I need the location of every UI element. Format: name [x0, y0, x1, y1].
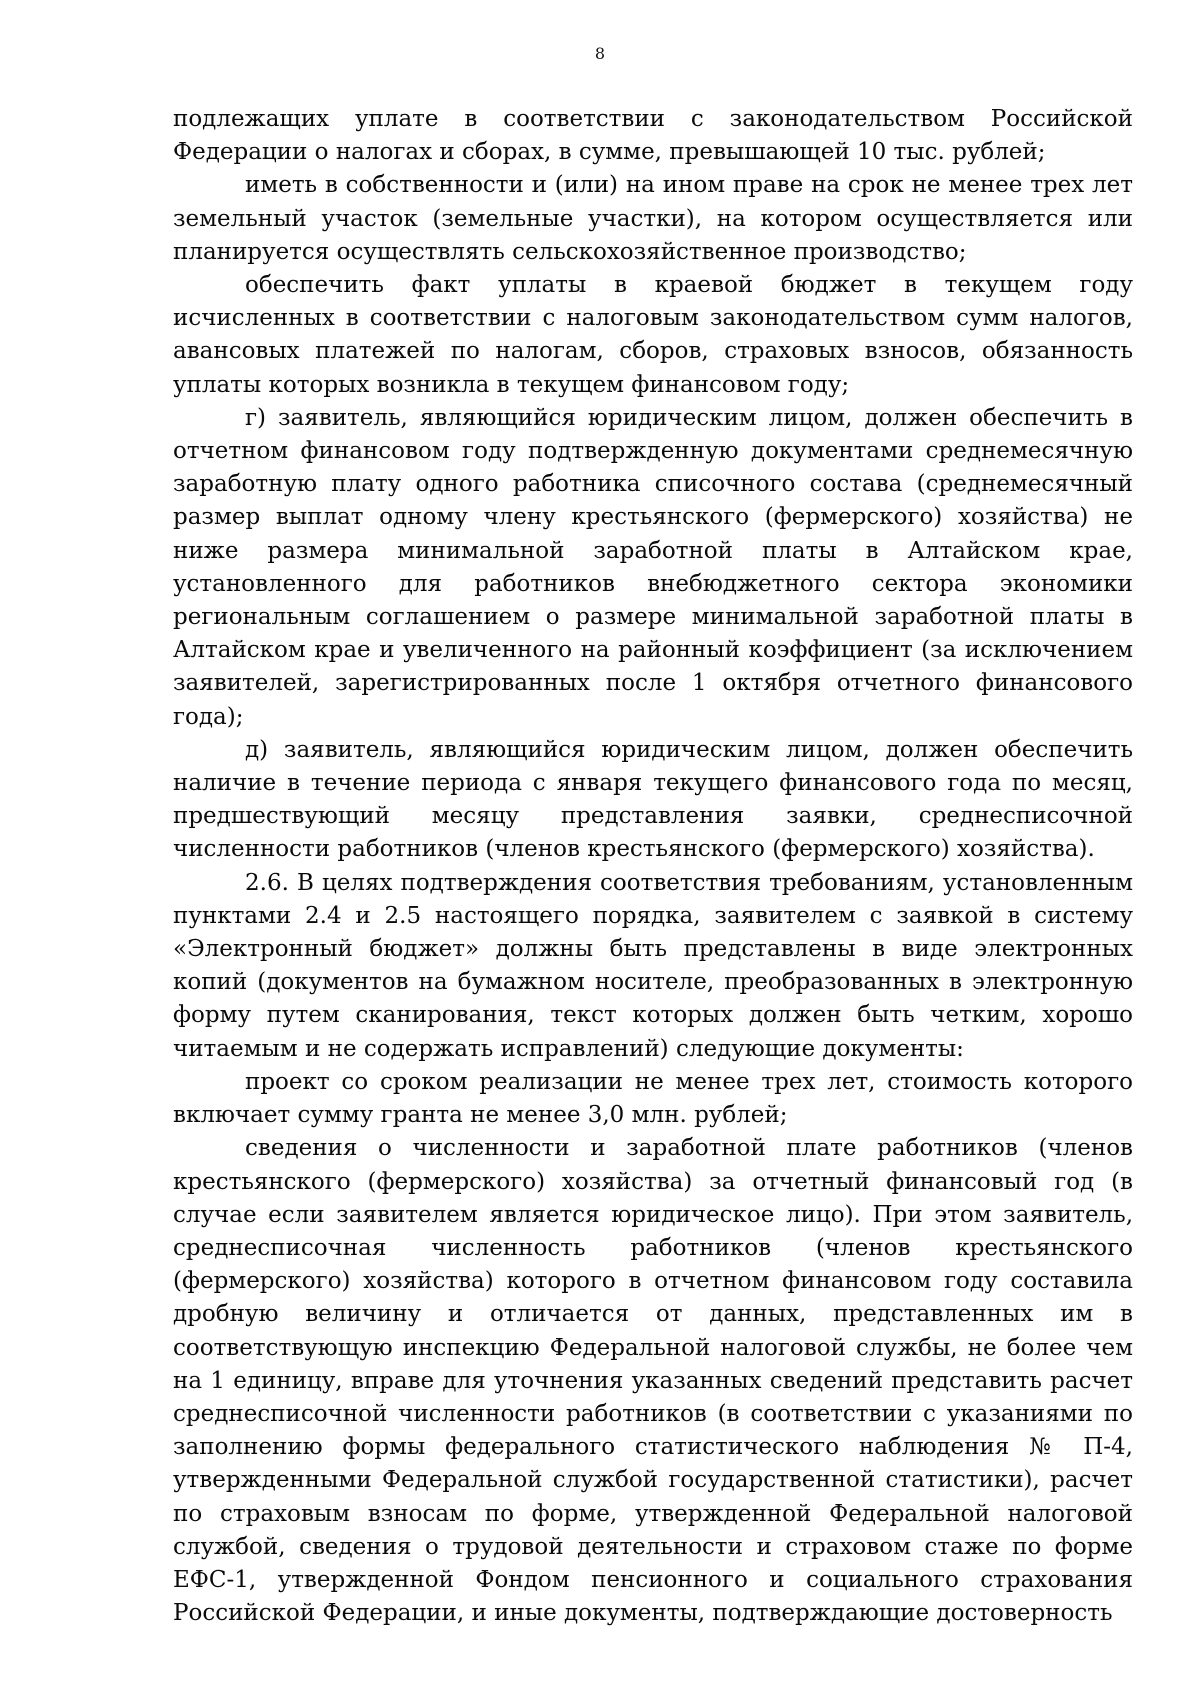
paragraph-land-plot: иметь в собственности и (или) на ином праве на срок не менее трех лет земельный участок (земельные участки), на котором осуществляется или планируется осуществлять сельскохозяйственное производство;: [173, 172, 1133, 265]
document-body: [173, 103, 1133, 1630]
paragraph-item-g: г) заявитель, являющийся юридическим лицом, должен обеспечить в отчетном финансовом году подтвержденную документами среднемесячную заработную плату одного работника списочного состава (среднемесячный размер выплат одному члену крестьянского (фермерского) хозяйства) не ниже размера минимальной заработной платы в Алтайском крае, установленного для работников внебюджетного сектора экономики региональным соглашением о размере минимальной заработной платы в Алтайском крае и увеличенного на районный коэффициент (за исключением заявителей, зарегистрированных после 1 октября отчетного финансового года);: [173, 404, 1133, 730]
paragraph-staff-info: сведения о численности и заработной плате работников (членов крестьянского (фермерского) хозяйства) за отчетный финансовый год (в случае если заявителем является юридическое лицо). При этом заявитель, среднесписочная численность работников (членов крестьянского (фермерского) хозяйства) которого в отчетном финансовом году составила дробную величину и отличается от данных, представленных им в соответствующую инспекцию Федеральной налоговой службы, не более чем на 1 единицу, вправе для уточнения указанных сведений представить расчет среднесписочной численности работников (в соответствии с указаниями по заполнению формы федерального статистического наблюдения № П-4, утвержденными Федеральной службой государственной статистики), расчет по страховым взносам по форме, утвержденной Федеральной налоговой службой, сведения о трудовой деятельности и страховом стаже по форме ЕФС-1, утвержденной Фондом пенсионного и социального страхования Российской Федерации, и иные документы, подтверждающие достоверность: [173, 1135, 1133, 1627]
paragraph-section-2-6: 2.6. В целях подтверждения соответствия требованиям, установленным пунктами 2.4 и 2.5 настоящего порядка, заявителем с заявкой в систему «Электронный бюджет» должны быть представлены в виде электронных копий (документов на бумажном носителе, преобразованных в электронную форму путем сканирования, текст которых должен быть четким, хорошо читаемым и не содержать исправлений) следующие документы:: [173, 869, 1133, 1062]
paragraph-tax-payment: обеспечить факт уплаты в краевой бюджет в текущем году исчисленных в соответствии с налоговым законодательством сумм налогов, авансовых платежей по налогам, сборов, страховых взносов, обязанность уплаты которых возникла в текущем финансовом году;: [173, 272, 1133, 398]
page-number: 8: [594, 44, 606, 63]
paragraph-continuation: подлежащих уплате в соответствии с законодательством Российской Федерации о налогах и сборах, в сумме, превышающей 10 тыс. рублей;: [173, 106, 1133, 166]
paragraph-project: проект со сроком реализации не менее трех лет, стоимость которого включает сумму гранта не менее 3,0 млн. рублей;: [173, 1068, 1133, 1129]
paragraph-item-d: д) заявитель, являющийся юридическим лицом, должен обеспечить наличие в течение периода с января текущего финансового года по месяц, предшествующий месяцу представления заявки, среднесписочной численности работников (членов крестьянского (фермерского) хозяйства).: [173, 736, 1133, 863]
